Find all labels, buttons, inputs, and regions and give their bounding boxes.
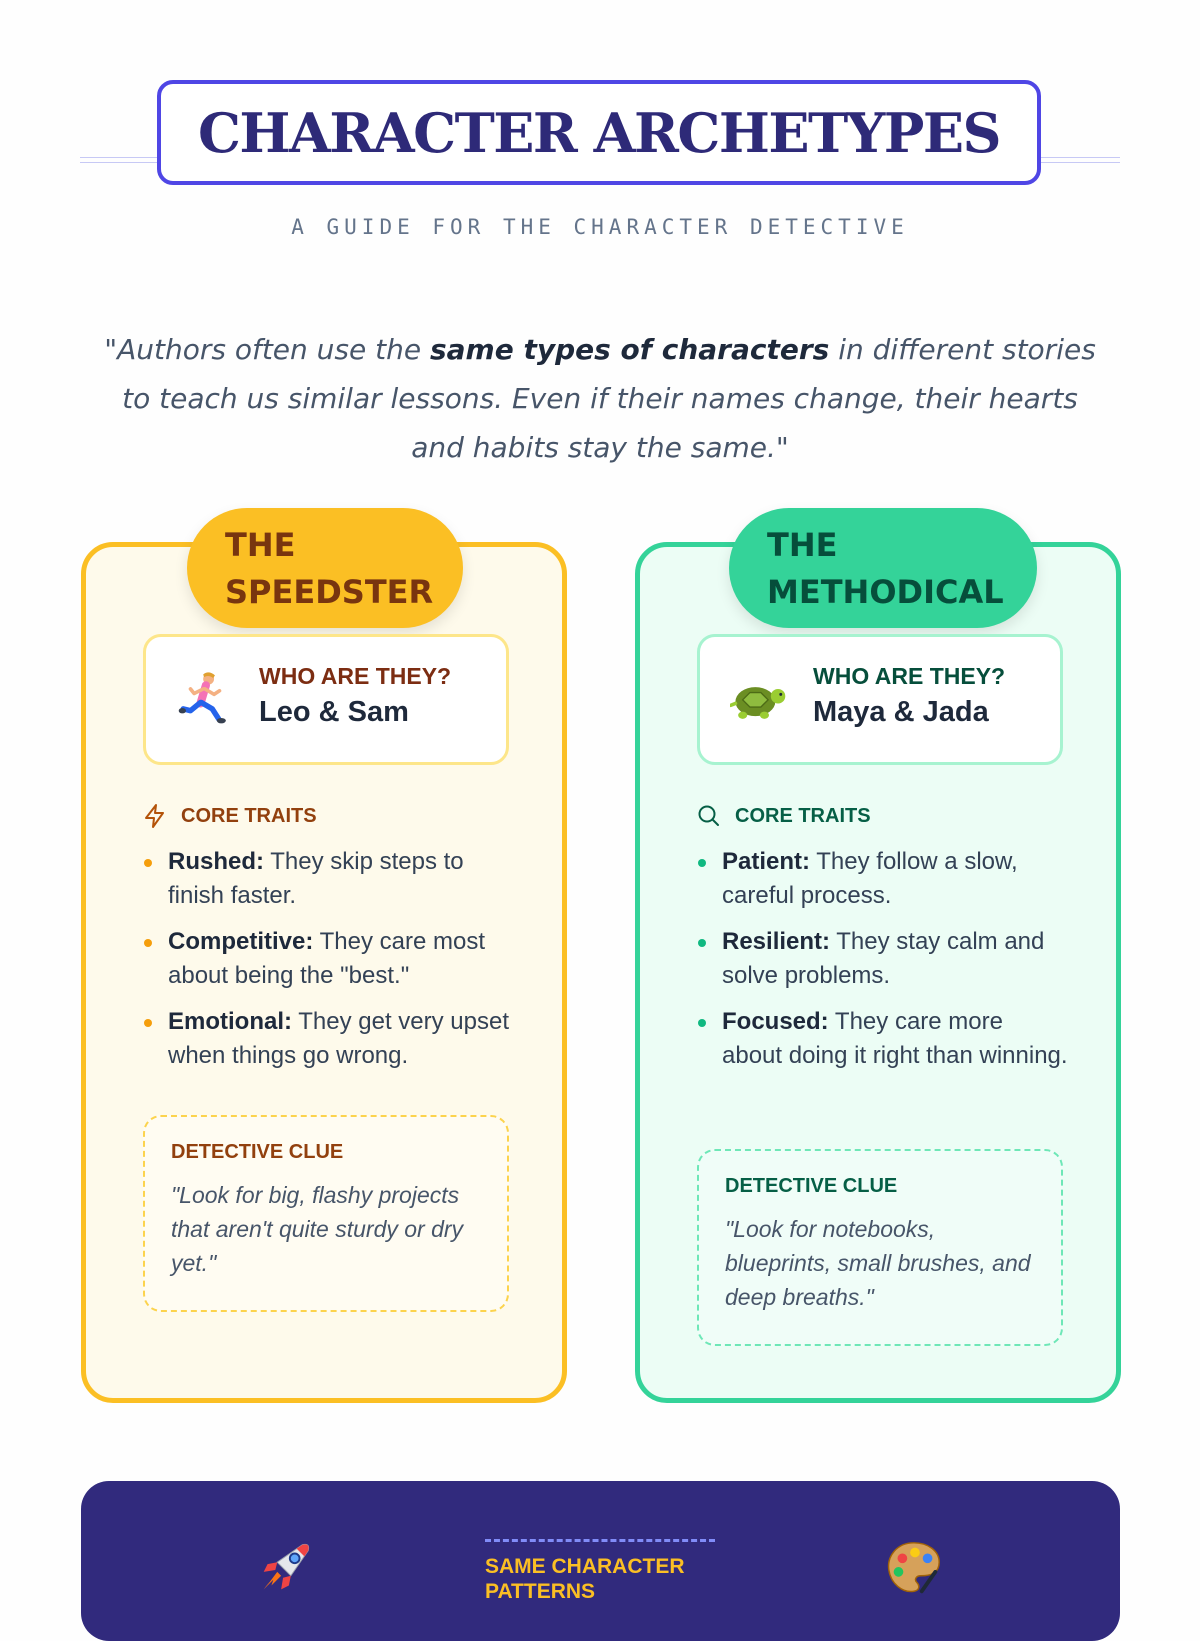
- methodical-traits-heading: [697, 801, 871, 831]
- trait-item: [143, 1005, 515, 1073]
- intro-quote-emphasis: same types of characters: [430, 333, 830, 366]
- rocket-icon: [254, 1537, 316, 1599]
- methodical-tab-line1: THE: [767, 526, 838, 564]
- trait-text: They skip steps to finish faster.: [168, 848, 464, 909]
- speedster-traits-heading: [143, 801, 317, 831]
- speedster-tab-line2: SPEEDSTER: [225, 573, 434, 611]
- trait-name: Competitive:: [168, 928, 314, 955]
- methodical-clue-text: "Look for notebooks, blueprints, small brushes, and deep breaths.": [725, 1216, 1031, 1310]
- trait-item: [697, 845, 1069, 913]
- palette-icon: [883, 1537, 945, 1599]
- lightning-icon: [143, 803, 167, 829]
- methodical-card: [635, 526, 1121, 1403]
- methodical-clue-box: [697, 1149, 1063, 1346]
- trait-item: [143, 925, 515, 993]
- speedster-names: Leo & Sam: [259, 696, 409, 728]
- speedster-who-box: [143, 634, 509, 765]
- trait-item: [697, 1005, 1069, 1073]
- turtle-icon: [730, 669, 788, 727]
- speedster-traits-label: CORE TRAITS: [181, 804, 317, 827]
- methodical-tab: [729, 508, 1037, 628]
- trait-name: Emotional:: [168, 1008, 292, 1035]
- methodical-tab-line2: METHODICAL: [767, 573, 1004, 611]
- runner-icon: [176, 669, 234, 727]
- methodical-who-label: WHO ARE THEY?: [813, 663, 1006, 689]
- page-title: CHARACTER ARCHETYPES: [197, 100, 1001, 165]
- trait-text: They care more about doing it right than winning.: [722, 1008, 1068, 1069]
- trait-item: [697, 925, 1069, 993]
- intro-quote: [100, 325, 1100, 472]
- trait-name: Focused:: [722, 1008, 829, 1035]
- speedster-clue-text: "Look for big, flashy projects that aren't quite sturdy or dry yet.": [171, 1182, 464, 1276]
- methodical-names: Maya & Jada: [813, 696, 989, 728]
- trait-text: They stay calm and solve problems.: [722, 928, 1045, 989]
- trait-text: They get very upset when things go wrong.: [168, 1008, 510, 1069]
- trait-name: Resilient:: [722, 928, 831, 955]
- speedster-who-label: WHO ARE THEY?: [259, 663, 452, 689]
- speedster-tab: [187, 508, 463, 628]
- speedster-clue-box: [143, 1115, 509, 1312]
- speedster-clue-heading: DETECTIVE CLUE: [171, 1141, 344, 1163]
- speedster-traits-list: [143, 845, 515, 1085]
- trait-text: They follow a slow, careful process.: [722, 848, 1018, 909]
- title-box: [157, 80, 1041, 185]
- speedster-tab-line1: THE: [225, 526, 296, 564]
- trait-text: They care most about being the "best.": [168, 928, 485, 989]
- trait-name: Patient:: [722, 848, 811, 875]
- trait-name: Rushed:: [168, 848, 264, 875]
- banner-dashed-rule: [485, 1539, 715, 1542]
- speedster-card: [81, 526, 567, 1403]
- intro-quote-start: "Authors often use the: [104, 333, 430, 366]
- trait-item: [143, 845, 515, 913]
- methodical-traits-list: [697, 845, 1069, 1085]
- methodical-clue-heading: DETECTIVE CLUE: [725, 1175, 898, 1197]
- methodical-traits-label: CORE TRAITS: [735, 804, 871, 827]
- summary-banner: [81, 1481, 1120, 1641]
- methodical-who-box: [697, 634, 1063, 765]
- page-subtitle: A GUIDE FOR THE CHARACTER DETECTIVE: [291, 215, 909, 239]
- banner-label: SAME CHARACTER PATTERNS: [485, 1555, 685, 1603]
- intro-quote-end: in different stories to teach us similar lessons. Even if their names change, their hearts and habits stay the same.": [122, 333, 1096, 464]
- magnifier-icon: [697, 803, 721, 829]
